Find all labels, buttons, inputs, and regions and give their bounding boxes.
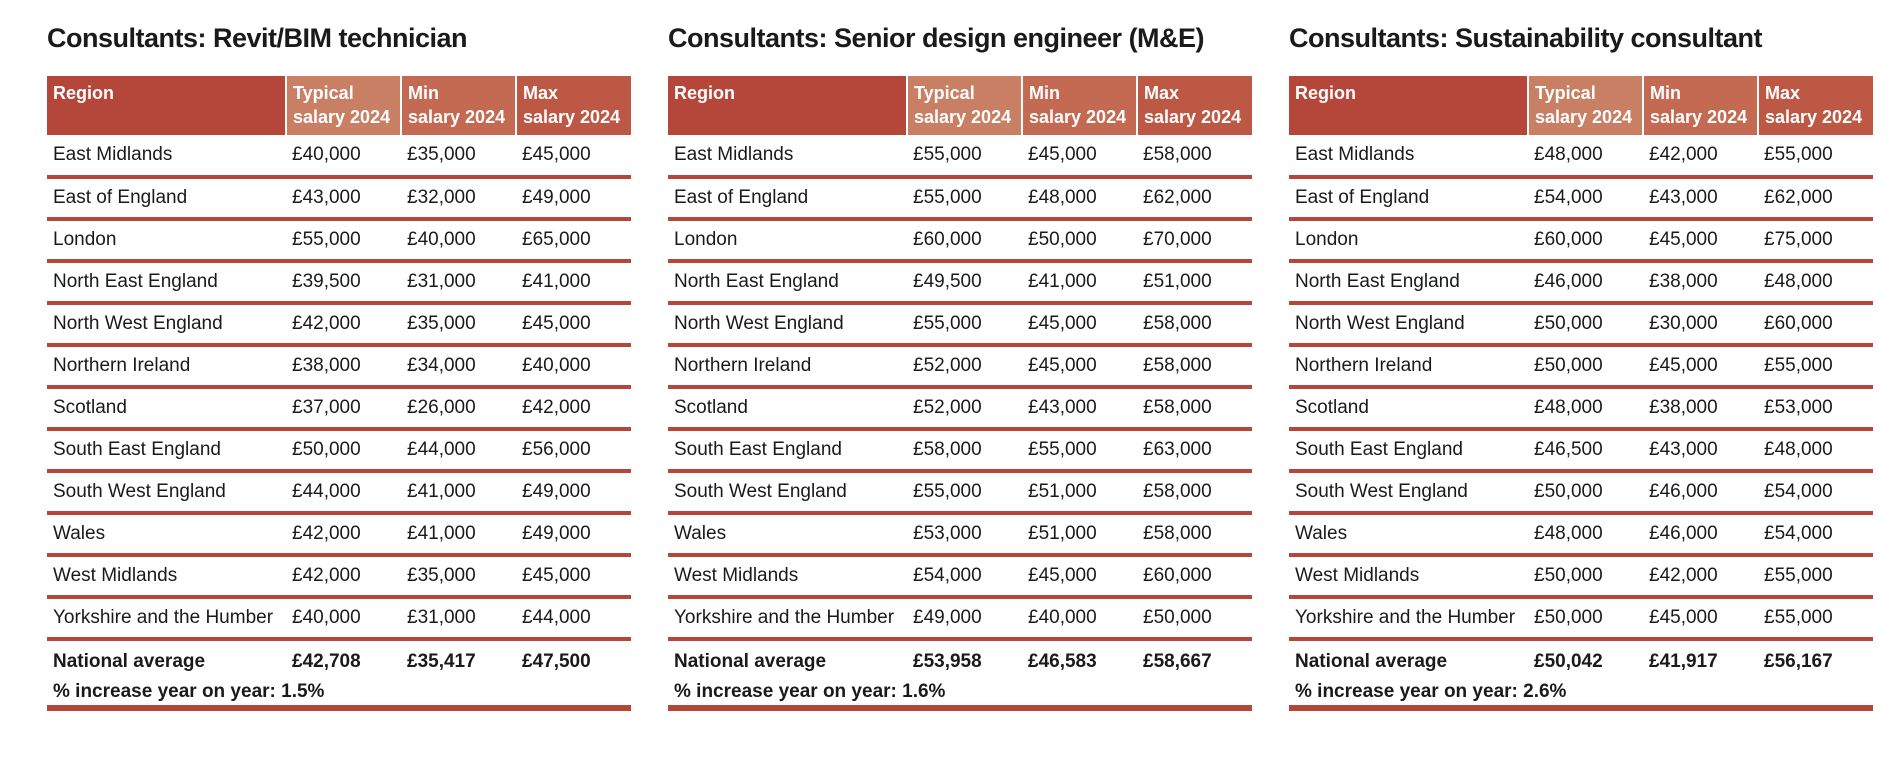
typical-salary-cell: £50,000 bbox=[1528, 555, 1643, 597]
max-salary-cell: £55,000 bbox=[1758, 345, 1873, 387]
table-row bbox=[668, 597, 1252, 639]
table-row bbox=[47, 597, 631, 639]
min-salary-cell: £42,000 bbox=[1643, 135, 1758, 177]
min-salary-cell: £45,000 bbox=[1022, 135, 1137, 177]
typical-salary-cell: £42,000 bbox=[286, 303, 401, 345]
average-region-cell: National average bbox=[53, 651, 206, 672]
min-salary-cell: £38,000 bbox=[1643, 261, 1758, 303]
typical-salary-cell: £49,500 bbox=[907, 261, 1022, 303]
min-salary-cell: £35,000 bbox=[401, 135, 516, 177]
average-max-salary-cell: £56,167 bbox=[1764, 651, 1833, 672]
max-salary-cell: £44,000 bbox=[516, 597, 631, 639]
max-salary-cell: £45,000 bbox=[516, 555, 631, 597]
region-cell: East of England bbox=[47, 177, 286, 219]
min-salary-cell: £38,000 bbox=[1643, 387, 1758, 429]
column-header-text: Max bbox=[1765, 83, 1801, 103]
national-average-row bbox=[47, 639, 631, 677]
header-row bbox=[668, 76, 1252, 135]
column-header-text: salary 2024 bbox=[914, 107, 1012, 127]
region-cell: North East England bbox=[47, 261, 286, 303]
min-salary-cell: £45,000 bbox=[1643, 345, 1758, 387]
column-header-text: Region bbox=[1295, 83, 1356, 103]
typical-salary-cell: £50,000 bbox=[1528, 597, 1643, 639]
min-salary-cell: £43,000 bbox=[1643, 429, 1758, 471]
average-min-salary-cell: £35,417 bbox=[407, 651, 476, 672]
typical-salary-cell: £54,000 bbox=[907, 555, 1022, 597]
average-min-salary-cell: £46,583 bbox=[1028, 651, 1097, 672]
table-row bbox=[1289, 261, 1873, 303]
column-header-text: Region bbox=[53, 83, 114, 103]
year-on-year-increase: % increase year on year: 1.5% bbox=[47, 677, 631, 711]
table-row bbox=[1289, 177, 1873, 219]
typical-salary-cell: £50,000 bbox=[1528, 303, 1643, 345]
typical-salary-cell: £55,000 bbox=[286, 219, 401, 261]
column-header-min-salary bbox=[1643, 76, 1758, 135]
min-salary-cell: £46,000 bbox=[1643, 513, 1758, 555]
typical-salary-cell: £55,000 bbox=[907, 303, 1022, 345]
table-row bbox=[1289, 429, 1873, 471]
region-cell: Wales bbox=[1289, 513, 1528, 555]
salary-panel-senior-design-engineer bbox=[668, 16, 1252, 711]
max-salary-cell: £50,000 bbox=[1137, 597, 1252, 639]
table-row bbox=[1289, 345, 1873, 387]
typical-salary-cell: £55,000 bbox=[907, 177, 1022, 219]
min-salary-cell: £43,000 bbox=[1022, 387, 1137, 429]
region-cell: Scotland bbox=[47, 387, 286, 429]
max-salary-cell: £63,000 bbox=[1137, 429, 1252, 471]
min-salary-cell: £35,000 bbox=[401, 303, 516, 345]
average-min-salary-cell: £41,917 bbox=[1649, 651, 1718, 672]
max-salary-cell: £55,000 bbox=[1758, 135, 1873, 177]
typical-salary-cell: £48,000 bbox=[1528, 135, 1643, 177]
typical-salary-cell: £58,000 bbox=[907, 429, 1022, 471]
table-row bbox=[1289, 135, 1873, 177]
max-salary-cell: £70,000 bbox=[1137, 219, 1252, 261]
max-salary-cell: £55,000 bbox=[1758, 597, 1873, 639]
max-salary-cell: £53,000 bbox=[1758, 387, 1873, 429]
table-row bbox=[47, 345, 631, 387]
typical-salary-cell: £46,500 bbox=[1528, 429, 1643, 471]
table-row bbox=[668, 177, 1252, 219]
min-salary-cell: £45,000 bbox=[1022, 555, 1137, 597]
min-salary-cell: £51,000 bbox=[1022, 471, 1137, 513]
column-header-min-salary bbox=[1022, 76, 1137, 135]
region-cell: South East England bbox=[1289, 429, 1528, 471]
table-row bbox=[47, 429, 631, 471]
max-salary-cell: £49,000 bbox=[516, 177, 631, 219]
typical-salary-cell: £52,000 bbox=[907, 345, 1022, 387]
region-cell: West Midlands bbox=[47, 555, 286, 597]
max-salary-cell: £60,000 bbox=[1758, 303, 1873, 345]
min-salary-cell: £45,000 bbox=[1643, 597, 1758, 639]
column-header-text: salary 2024 bbox=[1765, 107, 1863, 127]
column-header-typical-salary bbox=[286, 76, 401, 135]
max-salary-cell: £58,000 bbox=[1137, 345, 1252, 387]
typical-salary-cell: £53,000 bbox=[907, 513, 1022, 555]
min-salary-cell: £41,000 bbox=[401, 471, 516, 513]
average-max-salary-cell: £47,500 bbox=[522, 651, 591, 672]
region-cell: East of England bbox=[1289, 177, 1528, 219]
min-salary-cell: £43,000 bbox=[1643, 177, 1758, 219]
table-row bbox=[47, 471, 631, 513]
typical-salary-cell: £37,000 bbox=[286, 387, 401, 429]
region-cell: Northern Ireland bbox=[668, 345, 907, 387]
min-salary-cell: £41,000 bbox=[1022, 261, 1137, 303]
typical-salary-cell: £48,000 bbox=[1528, 513, 1643, 555]
table-row bbox=[1289, 555, 1873, 597]
column-header-text: salary 2024 bbox=[1535, 107, 1633, 127]
header-row bbox=[1289, 76, 1873, 135]
typical-salary-cell: £39,500 bbox=[286, 261, 401, 303]
typical-salary-cell: £46,000 bbox=[1528, 261, 1643, 303]
national-average-row bbox=[1289, 639, 1873, 677]
salary-table bbox=[668, 76, 1252, 677]
column-header-text: Region bbox=[674, 83, 735, 103]
table-row bbox=[1289, 387, 1873, 429]
typical-salary-cell: £38,000 bbox=[286, 345, 401, 387]
table-row bbox=[47, 177, 631, 219]
max-salary-cell: £60,000 bbox=[1137, 555, 1252, 597]
region-cell: East Midlands bbox=[668, 135, 907, 177]
typical-salary-cell: £43,000 bbox=[286, 177, 401, 219]
table-row bbox=[1289, 219, 1873, 261]
min-salary-cell: £34,000 bbox=[401, 345, 516, 387]
table-row bbox=[668, 387, 1252, 429]
column-header-text: Max bbox=[1144, 83, 1180, 103]
table-row bbox=[668, 135, 1252, 177]
table-row bbox=[668, 429, 1252, 471]
column-header-text: Min bbox=[408, 83, 439, 103]
region-cell: Scotland bbox=[1289, 387, 1528, 429]
salary-table bbox=[47, 76, 631, 677]
min-salary-cell: £30,000 bbox=[1643, 303, 1758, 345]
region-cell: South West England bbox=[1289, 471, 1528, 513]
region-cell: North East England bbox=[1289, 261, 1528, 303]
column-header-region bbox=[1289, 76, 1528, 135]
min-salary-cell: £51,000 bbox=[1022, 513, 1137, 555]
max-salary-cell: £54,000 bbox=[1758, 471, 1873, 513]
column-header-text: salary 2024 bbox=[1144, 107, 1242, 127]
table-row bbox=[1289, 513, 1873, 555]
table-row bbox=[47, 387, 631, 429]
panel-title: Consultants: Revit/BIM technician bbox=[47, 23, 468, 53]
typical-salary-cell: £50,000 bbox=[286, 429, 401, 471]
max-salary-cell: £48,000 bbox=[1758, 429, 1873, 471]
column-header-min-salary bbox=[401, 76, 516, 135]
min-salary-cell: £35,000 bbox=[401, 555, 516, 597]
max-salary-cell: £41,000 bbox=[516, 261, 631, 303]
typical-salary-cell: £60,000 bbox=[907, 219, 1022, 261]
average-typical-salary-cell: £50,042 bbox=[1534, 651, 1603, 672]
year-on-year-increase: % increase year on year: 1.6% bbox=[668, 677, 1252, 711]
max-salary-cell: £56,000 bbox=[516, 429, 631, 471]
column-header-max-salary bbox=[1758, 76, 1873, 135]
max-salary-cell: £58,000 bbox=[1137, 471, 1252, 513]
min-salary-cell: £41,000 bbox=[401, 513, 516, 555]
column-header-region bbox=[47, 76, 286, 135]
table-row bbox=[47, 135, 631, 177]
column-header-max-salary bbox=[1137, 76, 1252, 135]
table-row bbox=[47, 555, 631, 597]
region-cell: London bbox=[47, 219, 286, 261]
table-row bbox=[668, 555, 1252, 597]
region-cell: South West England bbox=[668, 471, 907, 513]
min-salary-cell: £55,000 bbox=[1022, 429, 1137, 471]
table-row bbox=[668, 303, 1252, 345]
year-on-year-increase: % increase year on year: 2.6% bbox=[1289, 677, 1873, 711]
region-cell: London bbox=[1289, 219, 1528, 261]
min-salary-cell: £40,000 bbox=[401, 219, 516, 261]
typical-salary-cell: £60,000 bbox=[1528, 219, 1643, 261]
region-cell: Northern Ireland bbox=[1289, 345, 1528, 387]
min-salary-cell: £45,000 bbox=[1643, 219, 1758, 261]
min-salary-cell: £45,000 bbox=[1022, 345, 1137, 387]
region-cell: North West England bbox=[1289, 303, 1528, 345]
region-cell: East Midlands bbox=[1289, 135, 1528, 177]
table-row bbox=[47, 513, 631, 555]
region-cell: South East England bbox=[668, 429, 907, 471]
min-salary-cell: £32,000 bbox=[401, 177, 516, 219]
table-row bbox=[668, 261, 1252, 303]
max-salary-cell: £55,000 bbox=[1758, 555, 1873, 597]
panel-title: Consultants: Senior design engineer (M&E) bbox=[668, 23, 1205, 53]
average-typical-salary-cell: £42,708 bbox=[292, 651, 361, 672]
typical-salary-cell: £40,000 bbox=[286, 135, 401, 177]
typical-salary-cell: £55,000 bbox=[907, 471, 1022, 513]
table-row bbox=[47, 219, 631, 261]
column-header-text: salary 2024 bbox=[1650, 107, 1748, 127]
min-salary-cell: £42,000 bbox=[1643, 555, 1758, 597]
average-region-cell: National average bbox=[674, 651, 827, 672]
panel-title: Consultants: Sustainability consultant bbox=[1289, 23, 1763, 53]
region-cell: North West England bbox=[668, 303, 907, 345]
region-cell: Yorkshire and the Humber bbox=[668, 597, 907, 639]
max-salary-cell: £49,000 bbox=[516, 513, 631, 555]
min-salary-cell: £26,000 bbox=[401, 387, 516, 429]
table-row bbox=[47, 303, 631, 345]
region-cell: London bbox=[668, 219, 907, 261]
min-salary-cell: £44,000 bbox=[401, 429, 516, 471]
max-salary-cell: £62,000 bbox=[1758, 177, 1873, 219]
typical-salary-cell: £44,000 bbox=[286, 471, 401, 513]
salary-panel-revit-bim-technician bbox=[47, 16, 631, 711]
average-typical-salary-cell: £53,958 bbox=[913, 651, 982, 672]
region-cell: Northern Ireland bbox=[47, 345, 286, 387]
region-cell: South East England bbox=[47, 429, 286, 471]
max-salary-cell: £40,000 bbox=[516, 345, 631, 387]
region-cell: Wales bbox=[47, 513, 286, 555]
max-salary-cell: £58,000 bbox=[1137, 513, 1252, 555]
region-cell: Scotland bbox=[668, 387, 907, 429]
column-header-text: salary 2024 bbox=[1029, 107, 1127, 127]
typical-salary-cell: £49,000 bbox=[907, 597, 1022, 639]
max-salary-cell: £51,000 bbox=[1137, 261, 1252, 303]
region-cell: Wales bbox=[668, 513, 907, 555]
min-salary-cell: £45,000 bbox=[1022, 303, 1137, 345]
typical-salary-cell: £42,000 bbox=[286, 555, 401, 597]
typical-salary-cell: £40,000 bbox=[286, 597, 401, 639]
typical-salary-cell: £50,000 bbox=[1528, 471, 1643, 513]
min-salary-cell: £31,000 bbox=[401, 597, 516, 639]
column-header-text: salary 2024 bbox=[523, 107, 621, 127]
table-row bbox=[668, 219, 1252, 261]
column-header-typical-salary bbox=[1528, 76, 1643, 135]
column-header-region bbox=[668, 76, 907, 135]
max-salary-cell: £48,000 bbox=[1758, 261, 1873, 303]
column-header-text: salary 2024 bbox=[293, 107, 391, 127]
column-header-text: Typical bbox=[1535, 83, 1596, 103]
min-salary-cell: £46,000 bbox=[1643, 471, 1758, 513]
max-salary-cell: £75,000 bbox=[1758, 219, 1873, 261]
typical-salary-cell: £52,000 bbox=[907, 387, 1022, 429]
region-cell: West Midlands bbox=[1289, 555, 1528, 597]
table-row bbox=[1289, 303, 1873, 345]
column-header-text: Min bbox=[1650, 83, 1681, 103]
column-header-typical-salary bbox=[907, 76, 1022, 135]
region-cell: South West England bbox=[47, 471, 286, 513]
max-salary-cell: £45,000 bbox=[516, 303, 631, 345]
max-salary-cell: £42,000 bbox=[516, 387, 631, 429]
column-header-text: salary 2024 bbox=[408, 107, 506, 127]
region-cell: North West England bbox=[47, 303, 286, 345]
max-salary-cell: £54,000 bbox=[1758, 513, 1873, 555]
min-salary-cell: £40,000 bbox=[1022, 597, 1137, 639]
typical-salary-cell: £54,000 bbox=[1528, 177, 1643, 219]
table-row bbox=[668, 513, 1252, 555]
column-header-max-salary bbox=[516, 76, 631, 135]
national-average-row bbox=[668, 639, 1252, 677]
max-salary-cell: £58,000 bbox=[1137, 135, 1252, 177]
column-header-text: Typical bbox=[914, 83, 975, 103]
max-salary-cell: £58,000 bbox=[1137, 303, 1252, 345]
salary-table bbox=[1289, 76, 1873, 677]
average-region-cell: National average bbox=[1295, 651, 1448, 672]
region-cell: East Midlands bbox=[47, 135, 286, 177]
column-header-text: Min bbox=[1029, 83, 1060, 103]
table-row bbox=[1289, 471, 1873, 513]
column-header-text: Typical bbox=[293, 83, 354, 103]
region-cell: Yorkshire and the Humber bbox=[47, 597, 286, 639]
header-row bbox=[47, 76, 631, 135]
max-salary-cell: £49,000 bbox=[516, 471, 631, 513]
typical-salary-cell: £42,000 bbox=[286, 513, 401, 555]
table-row bbox=[668, 471, 1252, 513]
average-max-salary-cell: £58,667 bbox=[1143, 651, 1212, 672]
max-salary-cell: £45,000 bbox=[516, 135, 631, 177]
region-cell: North East England bbox=[668, 261, 907, 303]
min-salary-cell: £48,000 bbox=[1022, 177, 1137, 219]
typical-salary-cell: £48,000 bbox=[1528, 387, 1643, 429]
max-salary-cell: £62,000 bbox=[1137, 177, 1252, 219]
table-row bbox=[47, 261, 631, 303]
min-salary-cell: £31,000 bbox=[401, 261, 516, 303]
region-cell: East of England bbox=[668, 177, 907, 219]
region-cell: West Midlands bbox=[668, 555, 907, 597]
typical-salary-cell: £55,000 bbox=[907, 135, 1022, 177]
salary-panel-sustainability-consultant bbox=[1289, 16, 1873, 711]
region-cell: Yorkshire and the Humber bbox=[1289, 597, 1528, 639]
max-salary-cell: £65,000 bbox=[516, 219, 631, 261]
typical-salary-cell: £50,000 bbox=[1528, 345, 1643, 387]
column-header-text: Max bbox=[523, 83, 559, 103]
table-row bbox=[1289, 597, 1873, 639]
max-salary-cell: £58,000 bbox=[1137, 387, 1252, 429]
table-row bbox=[668, 345, 1252, 387]
min-salary-cell: £50,000 bbox=[1022, 219, 1137, 261]
